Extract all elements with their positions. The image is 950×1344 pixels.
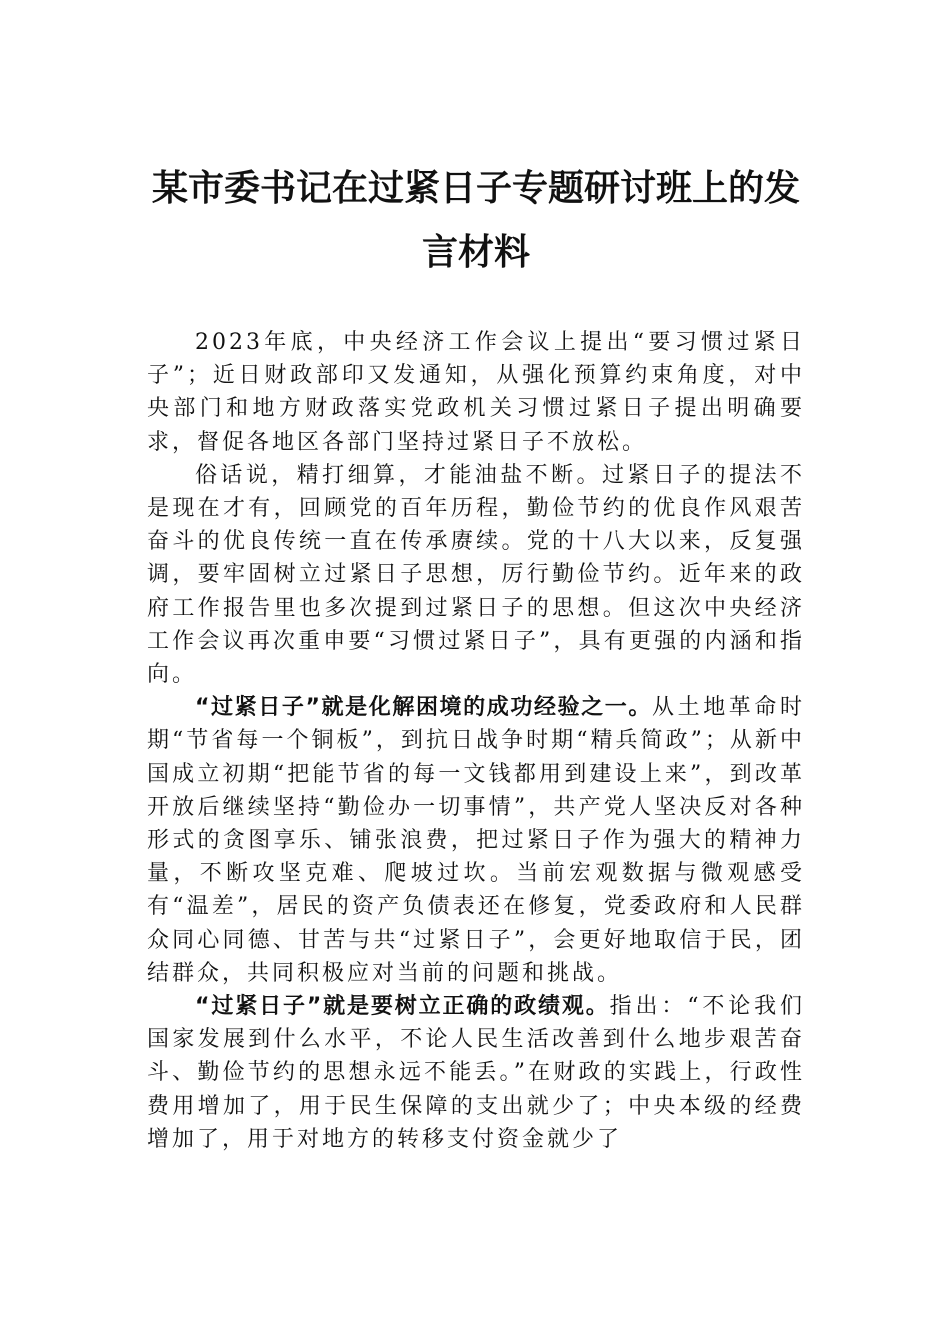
paragraph-2-text: 俗话说，精打细算，才能油盐不断。过紧日子的提法不是现在才有，回顾党的百年历程，勤俭节约的优良作风艰苦奋斗的优良传统一直在传承赓续。党的十八大以来，反复强调，要牢固树立过紧日子思想，厉行勤俭节约。近年来的政府工作报告里也多次提到过紧日子的思想。但这次中央经济工作会议再次重申要“习惯过紧日子”，具有更强的内涵和指向。: [147, 462, 805, 688]
paragraph-4-text: 指出：“不论我们国家发展到什么水平，不论人民生活改善到什么地步艰苦奋斗、勤俭节约的思想永远不能丢。”在财政的实践上，行政性费用增加了，用于民生保障的支出就少了；中央本级的经费增加了，用于对地方的转移支付资金就少了: [147, 994, 806, 1152]
paragraph-4: [147, 990, 805, 1156]
paragraph-2: [147, 459, 805, 691]
paragraph-3-lead: “过紧日子”就是化解困境的成功经验之一。: [195, 695, 652, 721]
paragraph-4-lead: “过紧日子”就是要树立正确的政绩观。: [195, 994, 610, 1020]
paragraph-1-text: 2023年底，中央经济工作会议上提出“要习惯过紧日子”；近日财政部印又发通知，从强化预算约束角度，对中央部门和地方财政落实党政机关习惯过紧日子提出明确要求，督促各地区各部门坚持过紧日子不放松。: [147, 330, 805, 455]
document-body: [147, 326, 805, 1156]
paragraph-3: [147, 691, 805, 990]
document-title: 某市委书记在过紧日子专题研讨班上的发言材料: [151, 168, 800, 273]
paragraph-1: [147, 326, 805, 459]
paragraph-3-text: 从土地革命时期“节省每一个铜板”，到抗日战争时期“精兵简政”；从新中国成立初期“把能节省的每一文钱都用到建设上来”，到改革开放后继续坚持“勤俭办一切事情”，共产党人坚决反对各种形式的贪图享乐、铺张浪费，把过紧日子作为强大的精神力量，不断攻坚克难、爬坡过坎。当前宏观数据与微观感受有“温差”，居民的资产负债表还在修复，党委政府和人民群众同心同德、甘苦与共“过紧日子”，会更好地取信于民，团结群众，共同积极应对当前的问题和挑战。: [147, 695, 805, 986]
